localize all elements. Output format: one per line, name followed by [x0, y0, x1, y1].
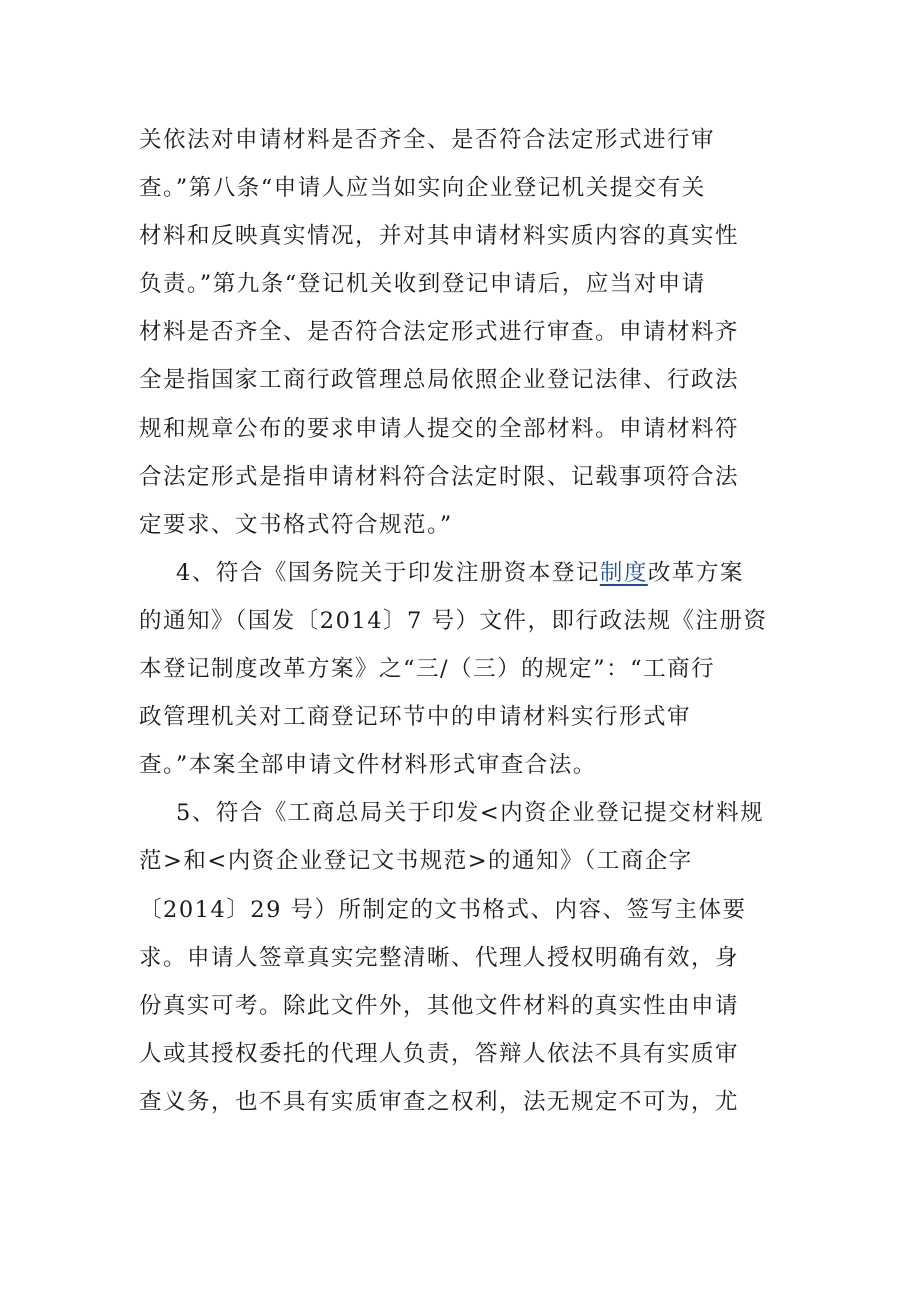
text-line: 合法定形式是指申请材料符合法定时限、记载事项符合法	[139, 463, 740, 490]
text-line: 负责。”第九条“登记机关收到登记申请后，应当对申请	[139, 271, 706, 298]
text-segment: 改革方案	[647, 559, 744, 586]
paragraph-4-first-line	[139, 549, 789, 597]
text-line: 本登记制度改革方案》之“三/（三）的规定”：“工商行	[139, 656, 716, 683]
text-line: 材料和反映真实情况，并对其申请材料实质内容的真实性	[139, 223, 740, 250]
paragraph-5-first-line: 5、符合《工商总局关于印发<内资企业登记提交材料规	[176, 800, 765, 827]
text-line: 材料是否齐全、是否符合法定形式进行审查。申请材料齐	[139, 319, 740, 346]
text-line: 的通知》（国发〔2014〕7 号）文件，即行政法规《注册资	[139, 607, 768, 634]
text-line: 关依法对申请材料是否齐全、是否符合法定形式进行审	[139, 127, 716, 153]
text-line: 政管理机关对工商登记环节中的申请材料实行形式审	[139, 704, 692, 731]
text-line: 份真实可考。除此文件外，其他文件材料的真实性由申请	[139, 992, 740, 1019]
text-line: 求。申请人签章真实完整清晰、代理人授权明确有效，身	[139, 944, 740, 971]
text-line: 规和规章公布的要求申请人提交的全部材料。申请材料符	[139, 415, 740, 442]
text-segment: 4、符合《国务院关于印发注册资本登记	[176, 559, 600, 586]
text-line: 人或其授权委托的代理人负责，答辩人依法不具有实质审	[139, 1040, 740, 1067]
text-line: 范>和<内资企业登记文书规范>的通知》（工商企字	[139, 848, 693, 875]
text-line: 查义务，也不具有实质审查之权利，法无规定不可为，尤	[139, 1088, 740, 1115]
text-line: 〔2014〕29 号）所制定的文书格式、内容、签写主体要	[139, 896, 747, 923]
text-line: 全是指国家工商行政管理总局依照企业登记法律、行政法	[139, 367, 740, 394]
document-body	[139, 116, 789, 1126]
text-line: 定要求、文书格式符合规范。”	[139, 511, 453, 538]
text-line: 查。”第八条“申请人应当如实向企业登记机关提交有关	[139, 175, 706, 202]
zhidu-link[interactable]: 制度	[599, 559, 648, 586]
text-line: 查。”本案全部申请文件材料形式审查合法。	[139, 752, 597, 779]
